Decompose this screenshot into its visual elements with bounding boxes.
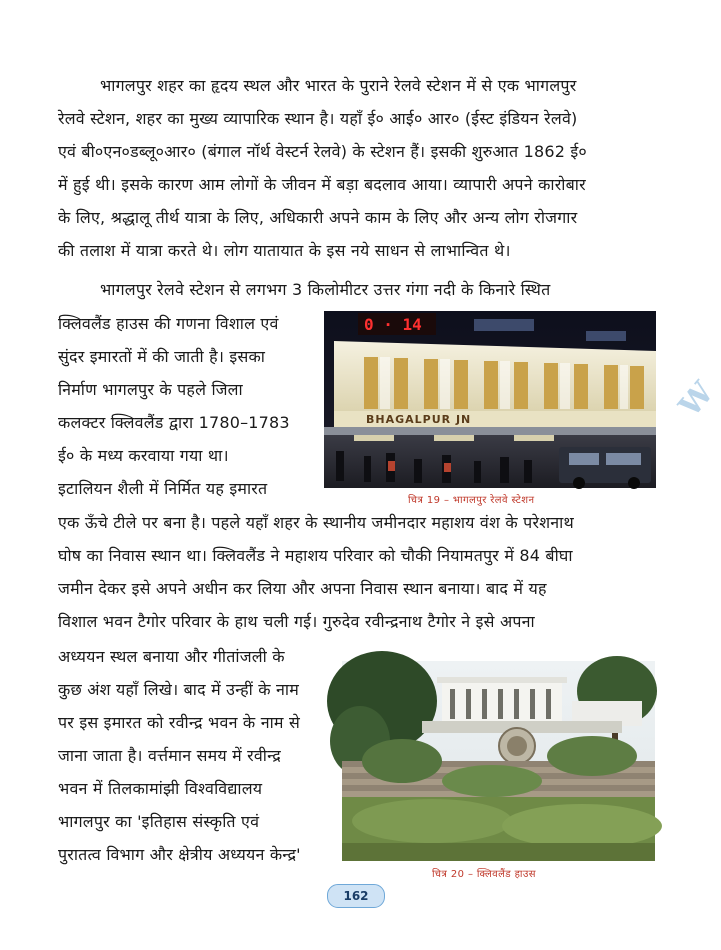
text-line: इटालियन शैली में निर्मित यह इमारत: [58, 479, 268, 498]
figure-20-caption: चित्र 20 – क्लिवलैंड हाउस: [432, 869, 536, 880]
figure-cleveland-house: [342, 661, 655, 861]
text-line: विशाल भवन टैगोर परिवार के हाथ चली गई। गुरुदेव रवीन्द्रनाथ टैगोर ने इसे अपना: [58, 612, 535, 631]
text-line: क्लिवलैंड हाउस की गणना विशाल एवं: [58, 314, 279, 333]
text-line: भागलपुर शहर का हृदय स्थल और भारत के पुराने रेलवे स्टेशन में से एक भागलपुर: [100, 76, 577, 95]
text-line: जाना जाता है। वर्त्तमान समय में रवीन्द्र: [58, 746, 281, 765]
railway-station-photo: [324, 311, 656, 488]
watermark-logo: W: [672, 375, 721, 424]
text-line: निर्माण भागलपुर के पहले जिला: [58, 380, 243, 399]
text-line: रेलवे स्टेशन, शहर का मुख्य व्यापारिक स्थान है। यहाँ ई० आई० आर० (ईस्ट इंडियन रेलवे): [58, 109, 578, 128]
text-line: पर इस इमारत को रवीन्द्र भवन के नाम से: [58, 713, 300, 732]
text-line: कलक्टर क्लिवलैंड द्वारा 1780–1783: [58, 413, 290, 432]
page-number: 162: [327, 884, 385, 908]
text-line: भागलपुर रेलवे स्टेशन से लगभग 3 किलोमीटर उत्तर गंगा नदी के किनारे स्थित: [100, 280, 551, 299]
cleveland-house-photo: [342, 661, 655, 861]
figure-railway-station: [324, 311, 656, 488]
text-line: सुंदर इमारतों में की जाती है। इसका: [58, 347, 266, 366]
text-line: एवं बी०एन०डब्लू०आर० (बंगाल नॉर्थ वेस्टर्न रेलवे) के स्टेशन हैं। इसकी शुरुआत 1862 ई०: [58, 142, 587, 161]
text-line: पुरातत्व विभाग और क्षेत्रीय अध्ययन केन्द्र': [58, 845, 301, 864]
text-line: में हुई थी। इसके कारण आम लोगों के जीवन में बड़ा बदलाव आया। व्यापारी अपने कारोबार: [58, 175, 586, 194]
svg-text:0 · 14: 0 · 14: [364, 315, 422, 334]
text-line: भागलपुर का 'इतिहास संस्कृति एवं: [58, 812, 260, 831]
text-line: के लिए, श्रद्धालू तीर्थ यात्रा के लिए, अधिकारी अपने काम के लिए और अन्य लोग रोजगार: [58, 208, 578, 227]
text-line: घोष का निवास स्थान था। क्लिवलैंड ने महाशय परिवार को चौकी नियामतपुर में 84 बीघा: [58, 546, 573, 565]
text-line: जमीन देकर इसे अपने अधीन कर लिया और अपना निवास स्थान बनाया। बाद में यह: [58, 579, 547, 598]
figure-19-caption: चित्र 19 – भागलपुर रेलवे स्टेशन: [408, 495, 535, 506]
text-line: ई० के मध्य करवाया गया था।: [58, 446, 229, 465]
text-line: एक ऊँचे टीले पर बना है। पहले यहाँ शहर के स्थानीय जमीनदार महाशय वंश के परेशनाथ: [58, 513, 574, 532]
svg-text:BHAGALPUR JN: BHAGALPUR JN: [366, 413, 472, 426]
text-line: कुछ अंश यहाँ लिखे। बाद में उन्हीं के नाम: [58, 680, 299, 699]
text-line: की तलाश में यात्रा करते थे। लोग यातायात के इस नये साधन से लाभान्वित थे।: [58, 241, 511, 260]
text-line: भवन में तिलकामांझी विश्वविद्यालय: [58, 779, 263, 798]
text-line: अध्ययन स्थल बनाया और गीतांजली के: [58, 647, 285, 666]
